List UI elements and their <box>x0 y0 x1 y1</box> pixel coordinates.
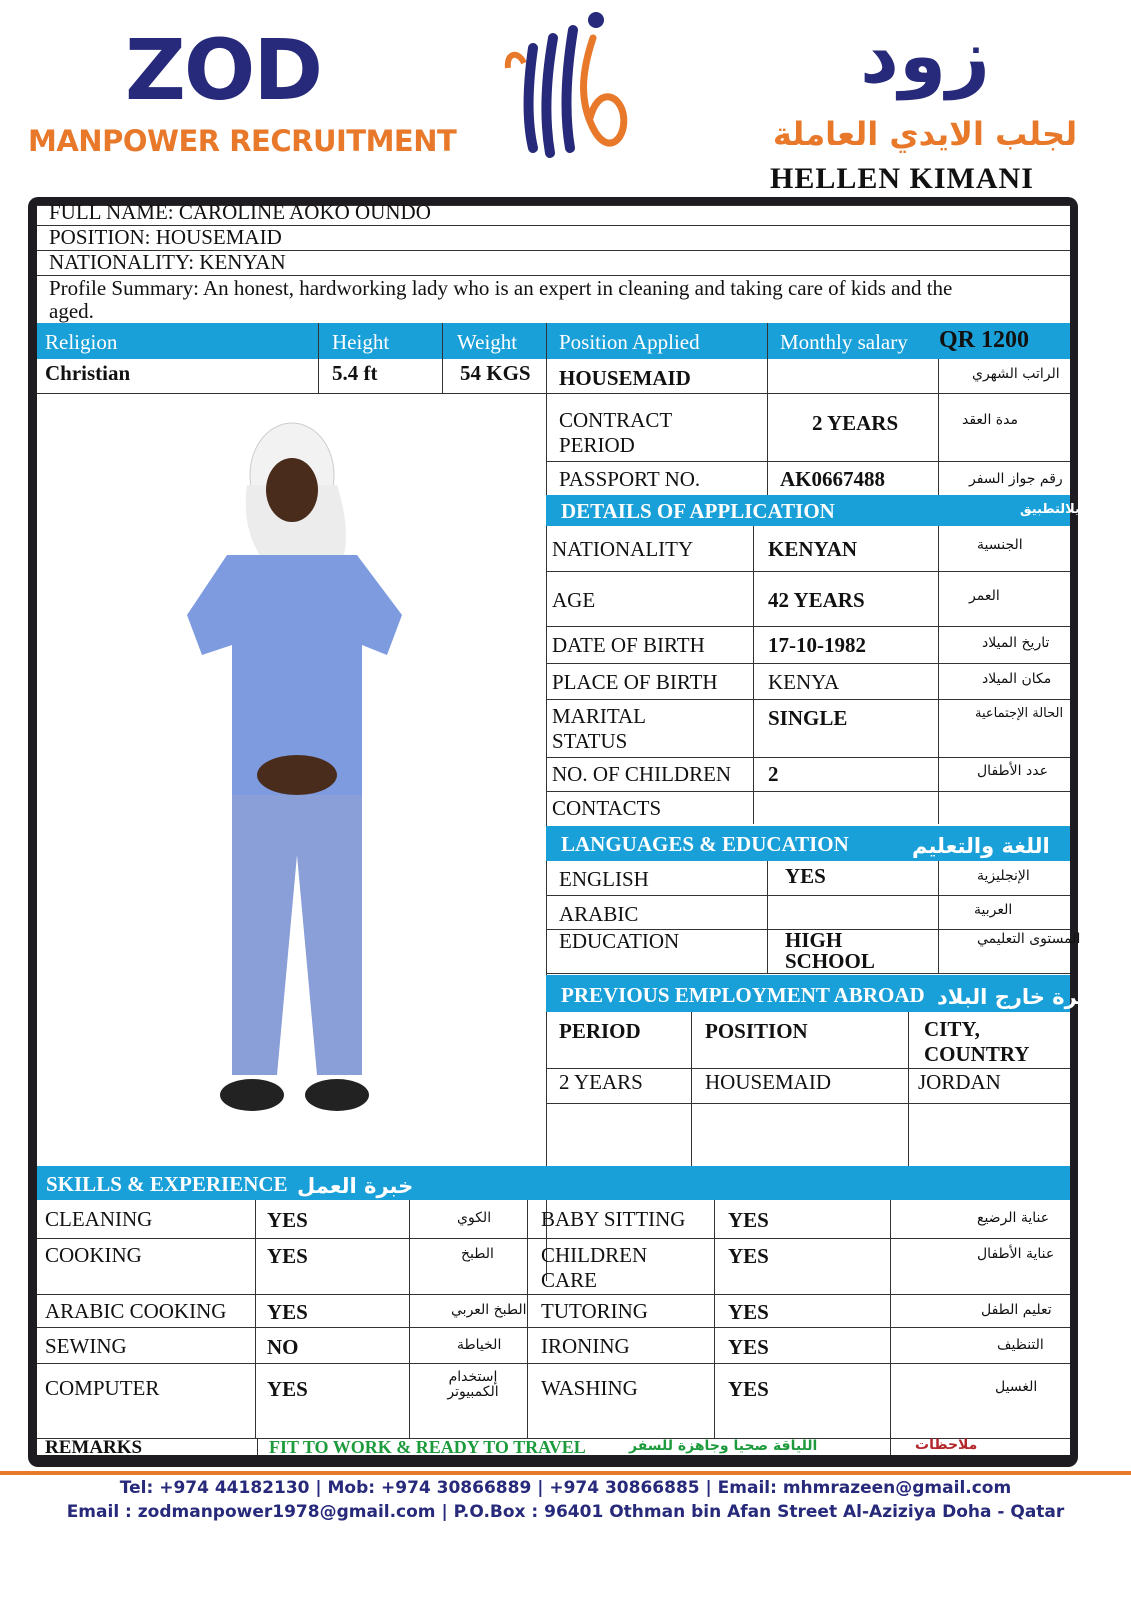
marital-label: MARITAL <box>552 704 646 728</box>
weight-value: 54 KGS <box>460 361 531 385</box>
children-label: NO. OF CHILDREN <box>552 762 732 786</box>
employment-position-value: HOUSEMAID <box>705 1070 831 1094</box>
dob-value: 17-10-1982 <box>768 633 866 657</box>
skill-tutoring-value: YES <box>728 1300 769 1324</box>
employment-period-header: PERIOD <box>559 1019 641 1043</box>
nationality-label: NATIONALITY <box>552 537 694 561</box>
english-label: ENGLISH <box>559 867 649 891</box>
full-name: FULL NAME: CAROLINE AOKO OUNDO <box>49 200 431 224</box>
footer-contacts: Tel: +974 44182130 | Mob: +974 30866889 | +974 30866885 | Email: mhmrazeen@gmail.com <box>119 1478 1012 1498</box>
pob-arabic: مكان الميلاد <box>982 671 1052 687</box>
english-value: YES <box>785 864 826 888</box>
religion-header: Religion <box>45 330 118 354</box>
skill-cleaning-value: YES <box>267 1208 308 1232</box>
arabic-brand-logo: زود <box>860 11 990 100</box>
footer-address: Email : zodmanpower1978@gmail.com | P.O.Box : 96401 Othman bin Afan Street Al-Aziziya Doha - Qatar <box>66 1502 1065 1522</box>
salary-arabic: الراتب الشهري <box>972 366 1060 382</box>
skill-sewing-value: NO <box>267 1335 299 1359</box>
skill-arabic-cooking-label: ARABIC COOKING <box>45 1299 227 1323</box>
age-label: AGE <box>552 588 596 612</box>
pob-value: KENYA <box>768 670 840 694</box>
skill-cleaning-arabic: الكوي <box>457 1210 492 1226</box>
nationality-line: NATIONALITY: KENYAN <box>49 250 286 274</box>
nationality-arabic: الجنسية <box>977 537 1023 553</box>
skill-babysitting-label: BABY SITTING <box>541 1207 686 1231</box>
height-header: Height <box>332 330 390 354</box>
passport-value: AK0667488 <box>780 467 885 491</box>
remarks-value: FIT TO WORK & READY TO TRAVEL <box>269 1437 586 1457</box>
arabic-subtitle: لجلب الايدي العاملة <box>772 115 1078 153</box>
english-arabic: الإنجليزية <box>977 868 1030 884</box>
education-value-2: SCHOOL <box>785 949 875 973</box>
remarks-value-arabic: اللياقة صحيا وجاهزة للسفر <box>629 1438 818 1454</box>
height-value: 5.4 ft <box>332 361 378 385</box>
contract-value: 2 YEARS <box>812 411 899 435</box>
remarks-notes-arabic: ملاحظات <box>915 1437 978 1453</box>
skill-washing-label: WASHING <box>541 1376 638 1400</box>
skill-cooking-label: COOKING <box>45 1243 142 1267</box>
marital-value: SINGLE <box>768 706 848 730</box>
skill-babysitting-value: YES <box>728 1208 769 1232</box>
skill-childcare-arabic: عناية الأطفال <box>977 1246 1055 1262</box>
employment-heading-arabic: خبرة خارج البلاد <box>937 985 1102 1009</box>
pob-label: PLACE OF BIRTH <box>552 670 718 694</box>
marital-label-2: STATUS <box>552 729 628 753</box>
skill-washing-arabic: الغسيل <box>995 1379 1038 1395</box>
passport-arabic: رقم جواز السفر <box>969 471 1063 487</box>
dob-arabic: تاريخ الميلاد <box>982 635 1050 651</box>
skill-sewing-arabic: الخياطة <box>457 1337 502 1353</box>
profile-summary: Profile Summary: An honest, hardworking lady who is an expert in cleaning and taking care of kids and the <box>49 276 953 300</box>
basic-info-header <box>37 323 1070 359</box>
skill-tutoring-label: TUTORING <box>541 1299 648 1323</box>
skill-babysitting-arabic: عناية الرضيع <box>977 1210 1050 1226</box>
arabic-label: ARABIC <box>559 902 639 926</box>
salary-value: QR 1200 <box>939 327 1029 353</box>
contacts-label: CONTACTS <box>552 796 662 820</box>
dob-label: DATE OF BIRTH <box>552 633 705 657</box>
skill-arabic-cooking-arabic: الطبخ العربي <box>451 1302 527 1318</box>
brand-logo-text: ZOD <box>125 21 322 119</box>
contract-label-2: PERIOD <box>559 433 635 457</box>
children-arabic: عدد الأطفال <box>977 763 1048 779</box>
skill-sewing-label: SEWING <box>45 1334 127 1358</box>
passport-label: PASSPORT NO. <box>559 467 701 491</box>
age-value: 42 YEARS <box>768 588 865 612</box>
contract-label: CONTRACT <box>559 408 673 432</box>
children-value: 2 <box>768 762 779 786</box>
skill-cooking-value: YES <box>267 1244 308 1268</box>
religion-value: Christian <box>45 361 131 385</box>
skill-ironing-label: IRONING <box>541 1334 630 1358</box>
skill-computer-value: YES <box>267 1377 308 1401</box>
arabic-arabic: العربية <box>974 902 1013 918</box>
employment-position-header: POSITION <box>705 1019 808 1043</box>
contract-arabic: مدة العقد <box>962 412 1018 428</box>
cv-sheet <box>37 200 1113 1458</box>
skill-childcare-label: CHILDREN <box>541 1243 648 1267</box>
skills-heading: SKILLS & EXPERIENCE <box>46 1172 288 1196</box>
employment-heading: PREVIOUS EMPLOYMENT ABROAD <box>561 983 925 1007</box>
languages-heading-arabic: اللغة والتعليم <box>912 834 1050 858</box>
skill-computer-label: COMPUTER <box>45 1376 160 1400</box>
skill-washing-value: YES <box>728 1377 769 1401</box>
employment-city-header: CITY, <box>924 1017 980 1041</box>
footer-divider <box>0 1471 1131 1475</box>
education-arabic: المستوى التعليمي <box>977 931 1081 947</box>
skill-cleaning-label: CLEANING <box>45 1207 153 1231</box>
skill-childcare-label-2: CARE <box>541 1268 598 1292</box>
skill-ironing-value: YES <box>728 1335 769 1359</box>
languages-heading: LANGUAGES & EDUCATION <box>561 832 849 856</box>
skills-heading-arabic: خبرة العمل <box>297 1174 414 1198</box>
weight-header: Weight <box>457 330 518 354</box>
details-heading-arabic: تفاصيلالتطبيق <box>1020 502 1113 517</box>
candidate-photo <box>157 415 427 1135</box>
profile-summary-cont: aged. <box>49 299 94 323</box>
skill-ironing-arabic: التنظيف <box>997 1337 1044 1353</box>
employment-location-value: JORDAN <box>918 1070 1001 1094</box>
employment-country-header: COUNTRY <box>924 1042 1030 1066</box>
remarks-label: REMARKS <box>45 1437 143 1458</box>
employment-period-value: 2 YEARS <box>559 1070 643 1094</box>
nationality-value: KENYAN <box>768 537 858 561</box>
skill-tutoring-arabic: تعليم الطفل <box>981 1302 1052 1318</box>
skill-cooking-arabic: الطبخ <box>461 1246 494 1262</box>
position-applied-header: Position Applied <box>559 330 700 354</box>
monthly-salary-header: Monthly salary <box>780 330 908 354</box>
education-value: HIGH <box>785 928 843 952</box>
brand-subtitle: MANPOWER RECRUITMENT <box>28 124 457 158</box>
skill-computer-arabic: إستخدام الكمبيوتر <box>447 1369 499 1401</box>
agency-logo-icon <box>498 8 638 178</box>
agent-name: HELLEN KIMANI <box>770 162 1034 195</box>
position-line: POSITION: HOUSEMAID <box>49 225 282 249</box>
marital-arabic: الحالة الإجتماعية <box>975 706 1064 721</box>
skill-childcare-value: YES <box>728 1244 769 1268</box>
education-label: EDUCATION <box>559 929 680 953</box>
details-heading: DETAILS OF APPLICATION <box>561 499 835 523</box>
skill-arabic-cooking-value: YES <box>267 1300 308 1324</box>
position-applied-value: HOUSEMAID <box>559 366 691 390</box>
age-arabic: العمر <box>969 588 1000 604</box>
